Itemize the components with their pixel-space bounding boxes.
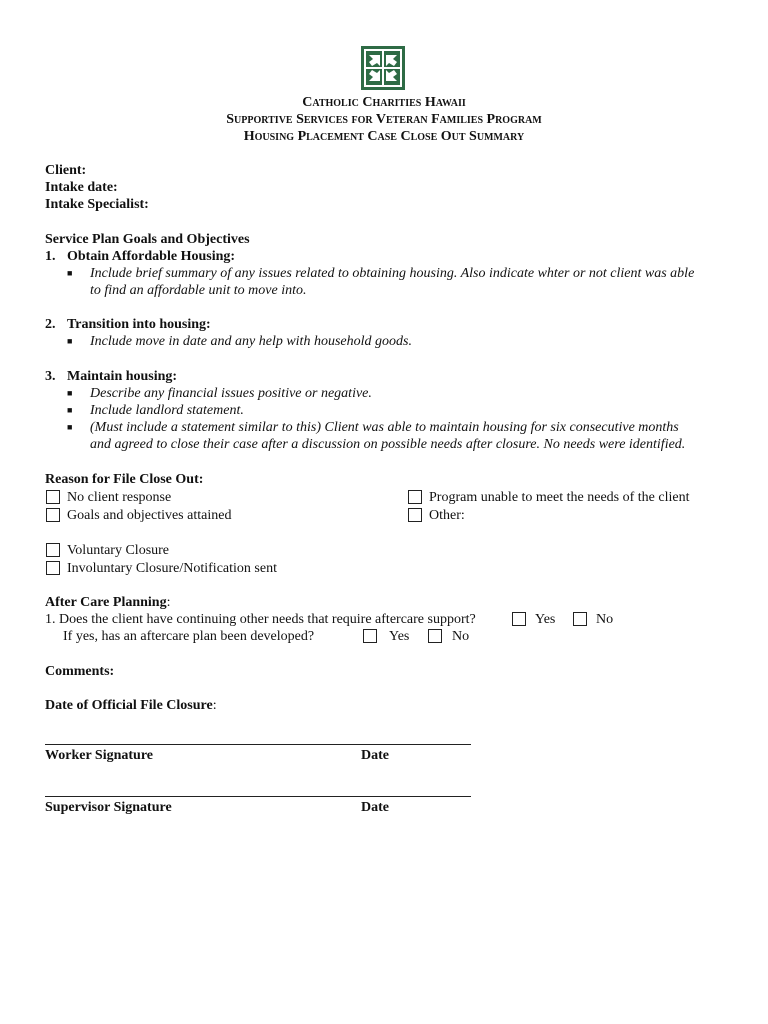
bullet-text: Include move in date and any help with household goods.: [90, 334, 412, 349]
org-name: Catholic Charities Hawaii: [302, 95, 466, 110]
goal-title: Maintain housing:: [67, 369, 178, 384]
client-label: Client:: [45, 163, 87, 178]
aftercare-heading-text: After Care Planning: [45, 595, 167, 610]
yes-label: Yes: [535, 612, 556, 627]
bullet-icon: ■: [67, 388, 73, 398]
close-out-heading: Reason for File Close Out:: [45, 472, 204, 487]
form-title: Housing Placement Case Close Out Summary: [243, 129, 525, 144]
aftercare-question-1: 1. Does the client have continuing other needs that require aftercare support?: [45, 612, 476, 627]
checkbox-label: No client response: [67, 490, 172, 505]
closure-date-text: Date of Official File Closure: [45, 698, 213, 713]
bullet-text: to find an affordable unit to move into.: [90, 283, 307, 298]
bullet-text: Describe any financial issues positive or negative.: [90, 386, 372, 401]
closure-date-label: Date of Official File Closure:: [45, 698, 217, 713]
voluntary-closure-checkbox[interactable]: [46, 543, 60, 557]
involuntary-closure-checkbox[interactable]: [46, 561, 60, 575]
supervisor-signature-line[interactable]: [45, 796, 471, 797]
catholic-charities-logo: [361, 46, 405, 90]
bullet-text: (Must include a statement similar to this) Client was able to maintain housing for six consecutive months: [90, 420, 679, 435]
bullet-icon: ■: [67, 268, 73, 278]
goal-title: Transition into housing:: [67, 317, 211, 332]
bullet-text: and agreed to close their case after a discussion on possible needs after closure. No needs were identified.: [90, 437, 686, 452]
supervisor-date-label: Date: [361, 800, 389, 815]
aftercare-plan-yes-checkbox[interactable]: [363, 629, 377, 643]
aftercare-question-2: If yes, has an aftercare plan been developed?: [63, 629, 315, 644]
checkbox-label: Involuntary Closure/Notification sent: [67, 561, 277, 576]
yes-label: Yes: [389, 629, 410, 644]
goal-title: Obtain Affordable Housing:: [67, 249, 236, 264]
bullet-text: Include landlord statement.: [90, 403, 244, 418]
aftercare-needs-no-checkbox[interactable]: [573, 612, 587, 626]
checkbox-label: Goals and objectives attained: [67, 508, 232, 523]
goal-number: 2.: [45, 317, 56, 332]
bullet-icon: ■: [67, 405, 73, 415]
program-unable-checkbox[interactable]: [408, 490, 422, 504]
worker-signature-label: Worker Signature: [45, 748, 153, 763]
supervisor-signature-label: Supervisor Signature: [45, 800, 172, 815]
no-label: No: [452, 629, 470, 644]
bullet-icon: ■: [67, 336, 73, 346]
program-name: Supportive Services for Veteran Families Program: [226, 112, 542, 127]
no-client-response-checkbox[interactable]: [46, 490, 60, 504]
worker-signature-line[interactable]: [45, 744, 471, 745]
checkbox-label: Voluntary Closure: [67, 543, 170, 558]
aftercare-heading: After Care Planning:: [45, 595, 171, 610]
checkbox-label: Other:: [429, 508, 465, 523]
other-checkbox[interactable]: [408, 508, 422, 522]
checkbox-label: Program unable to meet the needs of the client: [429, 490, 690, 505]
intake-date-label: Intake date:: [45, 180, 118, 195]
goals-attained-checkbox[interactable]: [46, 508, 60, 522]
bullet-text: Include brief summary of any issues related to obtaining housing. Also indicate whter or not client was able: [90, 266, 695, 281]
bullet-icon: ■: [67, 422, 73, 432]
intake-specialist-label: Intake Specialist:: [45, 197, 149, 212]
aftercare-plan-no-checkbox[interactable]: [428, 629, 442, 643]
aftercare-needs-yes-checkbox[interactable]: [512, 612, 526, 626]
goal-number: 1.: [45, 249, 56, 264]
comments-label: Comments:: [45, 664, 115, 679]
no-label: No: [596, 612, 614, 627]
goal-number: 3.: [45, 369, 56, 384]
service-plan-heading: Service Plan Goals and Objectives: [45, 232, 250, 247]
worker-date-label: Date: [361, 748, 389, 763]
